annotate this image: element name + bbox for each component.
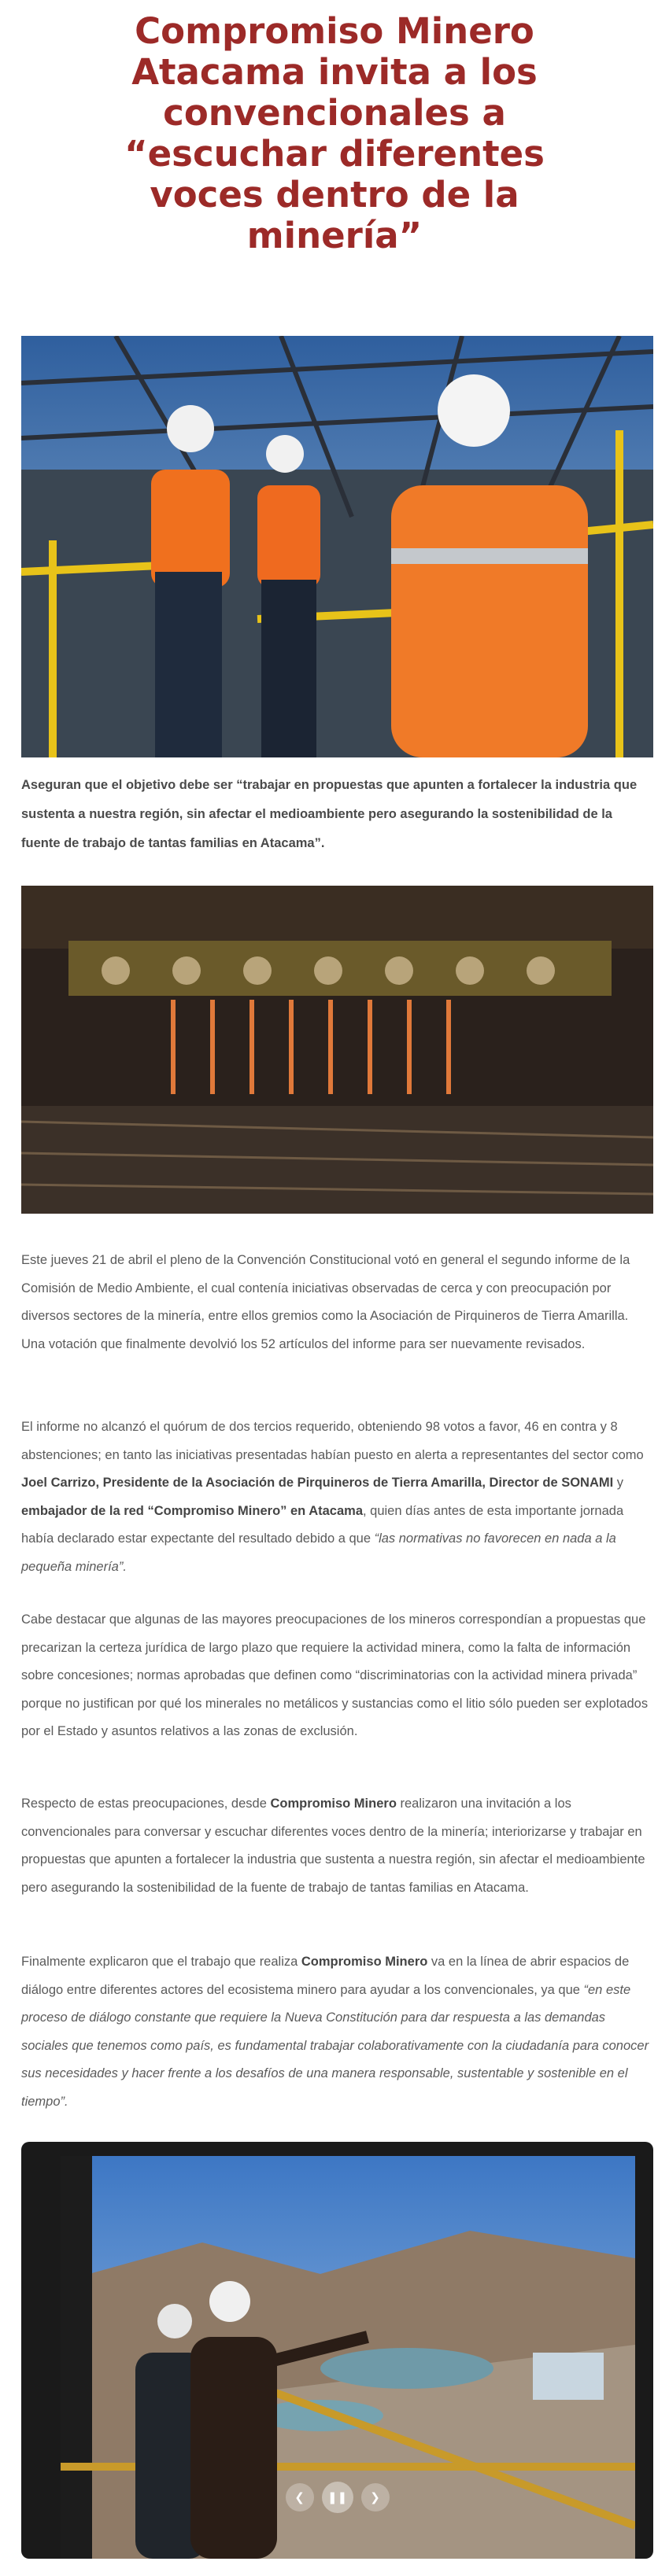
article-paragraph-4 [21,1790,651,1902]
paragraph-2-bold-role: embajador de la red “Compromiso Minero” en Atacama [21,1503,363,1518]
paragraph-5-text-c: va en la línea de abrir espacios de diálogo entre diferentes actores del ecosistema minero para ayudar a los convencionales, ya que [21,1955,630,1997]
article-paragraph-1: Este jueves 21 de abril el pleno de la Convención Constitucional votó en general el segundo informe de la Comisión de Medio Ambiente, el cual contenía iniciativas observadas de cerca y con preocupación por diversos sectores de la minería, entre ellos gremios como la Asociación de Pirquineros de Tierra Amarilla. Una votación que finalmente devolvió los 52 artículos del informe para ser nuevamente revisados. [21,1253,630,1351]
article-lead: Aseguran que el objetivo debe ser “trabajar en propuestas que apunten a fortalecer la industria que sustenta a nuestra región, sin afectar el medioambiente pero asegurando la sostenibilidad de la fuente de trabajo de tantas familias en Atacama”. [21,778,638,850]
paragraph-5-text-a: Finalmente explicaron que el trabajo que realiza [21,1955,301,1969]
paragraph-4-bold-brand: Compromiso Minero [270,1797,397,1811]
next-icon[interactable]: ❯ [361,2483,390,2512]
paragraph-4-text-a: Respecto de estas preocupaciones, desde [21,1797,271,1811]
pause-icon[interactable]: ❚❚ [322,2482,353,2513]
paragraph-2-text-e: , quien días antes de esta importante jornada había declarado estar expectante del resultado debido a que [21,1503,624,1546]
image-slideshow[interactable] [21,2142,653,2559]
article-paragraph-2 [21,1413,651,1581]
paragraph-5-quote: “en este proceso de diálogo constante que requiere la Nueva Constitución para dar respuesta a las demandas sociales que tenemos como país, es fundamental trabajar colaborativamente con la ciudadanía para conocer sus necesidades y hacer frente a los desafíos de una manera responsable, sustentable y sostenible en el tiempo”. [21,1982,649,2109]
paragraph-2-quote: “las normativas no favorecen en nada a la pequeña minería”. [21,1531,616,1574]
paragraph-2-bold-name: Joel Carrizo, Presidente de la Asociación de Pirquineros de Tierra Amarilla, Director de SONAMI [21,1476,614,1490]
article-paragraph-3: Cabe destacar que algunas de las mayores preocupaciones de los mineros correspondían a propuestas que precarizan la certeza jurídica de largo plazo que requiere la actividad minera, como la falta de información sobre concesiones; normas aprobadas que definen como “discriminatorias con la actividad minera privada” porque no justifican por qué los minerales no metálicos y sustancias como el litio sólo pueden ser explotados por el Estado y asuntos relativos a las zonas de exclusión. [21,1612,649,1738]
paragraph-5-bold-brand: Compromiso Minero [301,1955,428,1969]
previous-icon[interactable]: ❮ [286,2483,314,2512]
paragraph-2-text-a: El informe no alcanzó el quórum de dos tercios requerido, obteniendo 98 votos a favor, 46 en contra y 8 abstenciones; en tanto las iniciativas presentadas habían puesto en alerta a representantes del sector como [21,1420,644,1462]
slideshow-controls [21,2482,653,2513]
photo-plant-interior [21,886,653,1214]
paragraph-4-text-c: realizaron una invitación a los convencionales para conversar y escuchar diferentes voces dentro de la minería; interiorizarse y trabajar en propuestas que apunten a fortalecer la industria que sustenta a nuestra región, sin afectar el medioambiente pero asegurando la sostenibilidad de la fuente de trabajo de tantas familias en Atacama. [21,1797,645,1895]
paragraph-2-text-c: y [613,1476,624,1490]
photo-workers-plant [21,336,653,757]
article-paragraph-5 [21,1948,651,2116]
article-title: Compromiso Minero Atacama invita a los convencionales a “escuchar diferentes voces dentro de la minería” [124,10,545,256]
